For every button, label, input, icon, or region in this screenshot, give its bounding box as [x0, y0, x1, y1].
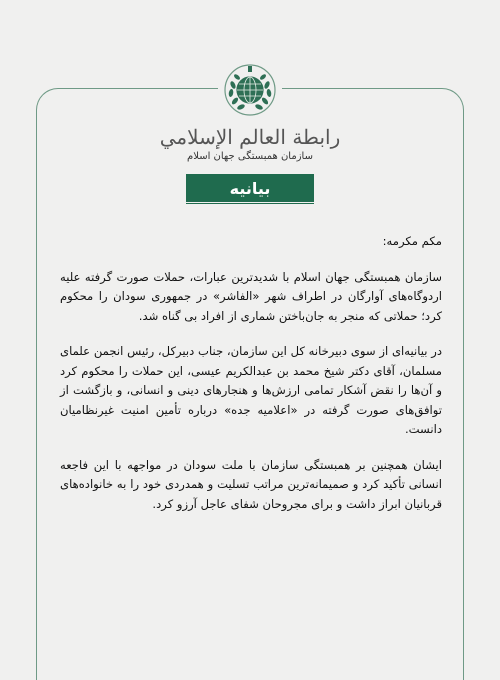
organization-name [0, 124, 500, 164]
organization-name-arabic: رابطة العالم الإسلامي [159, 125, 341, 149]
salutation: مکم مکرمه: [382, 234, 442, 248]
statement-title-banner [186, 174, 314, 202]
paragraph-condemnation: سازمان همبستگی جهان اسلام با شدیدترین عبارات، حملات صورت گرفته علیه اردوگاه‌های آوارگان در اطراف شهر «الفاشر» در جمهوری سودان را محکوم کرد؛ حملاتی که منجر به جان‌باختن شماری از افراد بی گناه شد. [60, 269, 442, 323]
statement-body [60, 232, 442, 530]
statement-title: بیانیه [229, 178, 271, 198]
globe-emblem-icon [218, 58, 282, 122]
paragraph-solidarity: ایشان همچنین بر همبستگی سازمان با ملت سودان در مواجهه با این فاجعه انسانی تأکید کرد و صمیمانه‌ترین مراتب تسلیت و همدردی خود را به خانواده‌های قربانیان ابراز داشت و برای مجروحان شفای عاجل آرزو کرد. [60, 457, 442, 511]
organization-name-persian: سازمان همبستگی جهان اسلام [187, 151, 313, 162]
paragraph-secretary-general: در بیانیه‌ای از سوی دبیرخانه کل این سازمان، جناب دبیرکل، رئیس انجمن علمای مسلمان، آقای دکتر شیخ محمد بن عبدالکریم عیسی، این حملات را محکوم کرد و آن‌ها را نقض آشکار تمامی ارزش‌ها و هنجارهای دینی و انسانی، و بازگشت از توافق‌های صورت گرفته در «اعلامیه جده» درباره تأمین امنیت غیرنظامیان دانست. [60, 344, 442, 436]
